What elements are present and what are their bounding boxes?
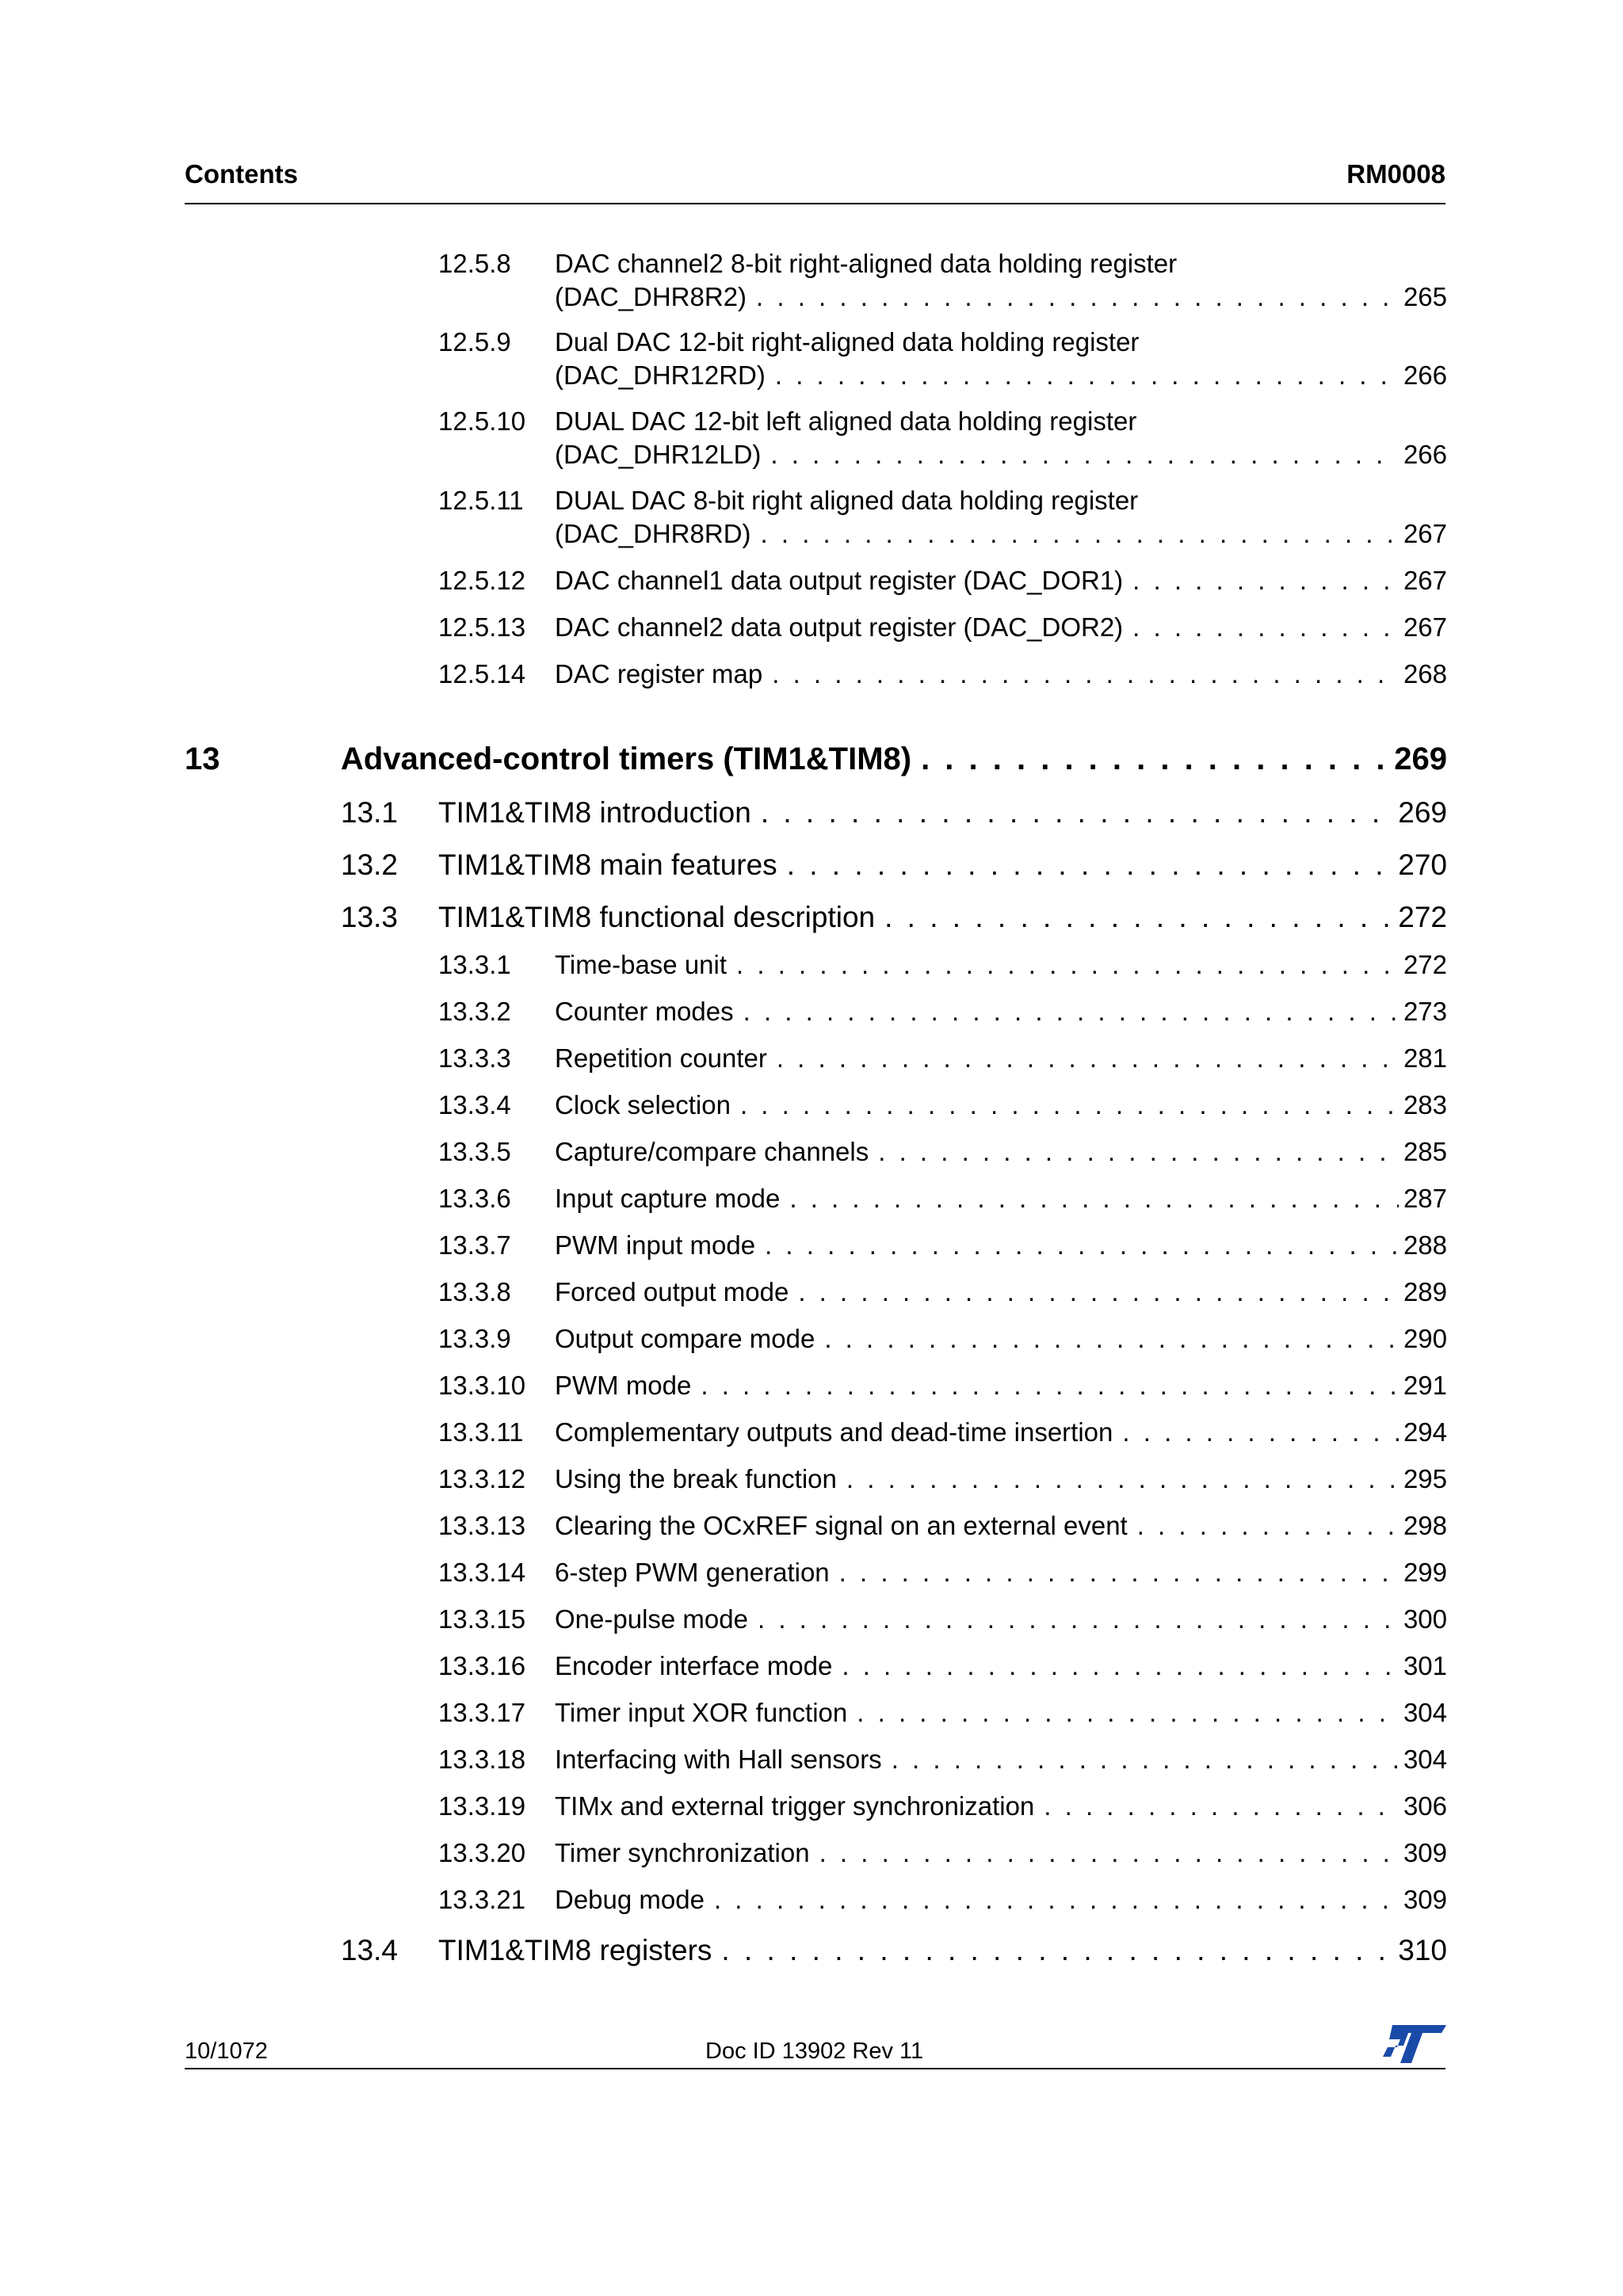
toc-entry-page: 295 — [1403, 1464, 1447, 1493]
toc-entry[interactable] — [555, 281, 1447, 313]
dot-leader — [819, 1837, 1399, 1869]
toc-entry[interactable] — [555, 1276, 1447, 1308]
dot-leader — [777, 1043, 1399, 1074]
footer-rule — [185, 2068, 1445, 2069]
toc-entry[interactable] — [555, 1463, 1447, 1495]
toc-entry-title-line: Dual DAC 12-bit right-aligned data holding register — [555, 327, 1140, 357]
toc-entry[interactable] — [555, 1043, 1447, 1074]
dot-leader — [789, 1183, 1399, 1215]
toc-entry[interactable] — [555, 1230, 1447, 1261]
toc-entry-number: 13.3.18 — [438, 1745, 526, 1774]
toc-entry-number: 13.3.17 — [438, 1698, 526, 1727]
toc-entry-title: TIM1&TIM8 main features — [438, 849, 777, 881]
toc-entry-page: 272 — [1403, 950, 1447, 979]
toc-entry-number: 13.3.1 — [438, 950, 511, 979]
toc-entry-number: 13.3.7 — [438, 1230, 511, 1260]
toc-entry[interactable] — [555, 1557, 1447, 1589]
toc-entry[interactable] — [555, 565, 1447, 597]
toc-entry[interactable] — [438, 899, 1447, 936]
dot-leader — [1044, 1791, 1399, 1822]
toc-entry-title: TIM1&TIM8 registers — [438, 1934, 712, 1966]
toc-entry-number: 12.5.10 — [438, 406, 526, 436]
toc-entry-title: Forced output mode — [555, 1277, 789, 1306]
toc-entry-number: 13.3.13 — [438, 1511, 526, 1540]
toc-entry-title: Output compare mode — [555, 1324, 815, 1353]
toc-entry-number: 13.3.16 — [438, 1651, 526, 1680]
toc-entry-title: Repetition counter — [555, 1043, 767, 1073]
toc-entry-page: 273 — [1403, 997, 1447, 1026]
toc-entry-title: TIM1&TIM8 introduction — [438, 796, 751, 829]
toc-entry[interactable] — [555, 1837, 1447, 1869]
toc-entry[interactable] — [555, 1089, 1447, 1121]
toc-entry-page: 298 — [1403, 1511, 1447, 1540]
toc-entry-title: Timer synchronization — [555, 1838, 810, 1867]
toc-entry[interactable] — [438, 1932, 1447, 1969]
toc-entry[interactable] — [555, 1323, 1447, 1355]
toc-entry-number: 12.5.8 — [438, 249, 511, 278]
dot-leader — [1122, 1417, 1399, 1448]
toc-entry-title: (DAC_DHR8RD) — [555, 519, 751, 548]
toc-entry-title: Encoder interface mode — [555, 1651, 833, 1680]
dot-leader — [842, 1650, 1399, 1682]
toc-entry-number: 13.1 — [341, 796, 399, 829]
dot-leader — [772, 658, 1399, 690]
footer-doc-id: Doc ID 13902 Rev 11 — [705, 2039, 924, 2064]
dot-leader — [775, 360, 1399, 391]
toc-entry-number: 13.3.11 — [438, 1417, 524, 1447]
dot-leader — [798, 1276, 1399, 1308]
toc-entry-title: TIMx and external trigger synchronization — [555, 1791, 1035, 1821]
toc-entry-title: Timer input XOR function — [555, 1698, 848, 1727]
toc-entry-page: 285 — [1403, 1137, 1447, 1166]
toc-entry-title-line: DUAL DAC 8-bit right aligned data holding register — [555, 486, 1139, 515]
toc-entry-title: (DAC_DHR8R2) — [555, 282, 747, 311]
toc-entry-title: Using the break function — [555, 1464, 837, 1493]
footer-page-number: 10/1072 — [185, 2039, 268, 2064]
toc-entry-page: 294 — [1403, 1417, 1447, 1447]
dot-leader — [770, 439, 1399, 471]
toc-entry[interactable] — [555, 1183, 1447, 1215]
toc-entry-page: 289 — [1403, 1277, 1447, 1306]
toc-entry-title: Capture/compare channels — [555, 1137, 869, 1166]
header-section-title: Contents — [185, 159, 298, 189]
toc-entry-title: Debug mode — [555, 1885, 705, 1914]
toc-entry-title: DAC channel1 data output register (DAC_DOR1) — [555, 566, 1124, 595]
toc-entry[interactable] — [555, 996, 1447, 1028]
toc-entry-title: Clock selection — [555, 1090, 731, 1119]
toc-entry-title: PWM mode — [555, 1371, 692, 1400]
toc-entry[interactable] — [555, 1604, 1447, 1635]
toc-entry[interactable] — [555, 1650, 1447, 1682]
toc-entry-title: DAC register map — [555, 659, 763, 688]
toc-entry-number: 13.3.14 — [438, 1558, 526, 1587]
toc-entry-title-line: DAC channel2 8-bit right-aligned data holding register — [555, 249, 1178, 278]
toc-entry-number: 13.3.4 — [438, 1090, 511, 1119]
toc-entry-number: 13.3.3 — [438, 1043, 511, 1073]
toc-entry[interactable] — [555, 949, 1447, 981]
toc-entry-number: 13.3.2 — [438, 997, 511, 1026]
dot-leader — [1137, 1510, 1399, 1542]
toc-entry[interactable] — [555, 658, 1447, 690]
toc-entry[interactable] — [555, 1370, 1447, 1402]
toc-entry-page: 299 — [1403, 1558, 1447, 1587]
dot-leader — [1132, 612, 1399, 643]
toc-entry[interactable] — [555, 439, 1447, 471]
dot-leader — [787, 847, 1394, 883]
toc-entry-page: 306 — [1403, 1791, 1447, 1821]
dot-leader — [756, 281, 1399, 313]
dot-leader — [761, 518, 1399, 550]
toc-entry-page: 291 — [1403, 1371, 1447, 1400]
toc-entry-page: 287 — [1403, 1184, 1447, 1213]
toc-entry-number: 13.3.5 — [438, 1137, 511, 1166]
toc-entry-number: 13.3.15 — [438, 1604, 526, 1634]
toc-entry[interactable] — [555, 1744, 1447, 1775]
toc-entry-page: 304 — [1403, 1698, 1447, 1727]
toc-entry-page: 266 — [1403, 440, 1447, 469]
toc-entry-number: 13.2 — [341, 849, 399, 881]
toc-entry-title: Clearing the OCxREF signal on an external event — [555, 1511, 1128, 1540]
dot-leader — [761, 795, 1393, 831]
toc-entry-number: 12.5.12 — [438, 566, 526, 595]
toc-entry[interactable] — [555, 518, 1447, 550]
toc-entry[interactable] — [438, 795, 1447, 831]
toc-entry-page: 288 — [1403, 1230, 1447, 1260]
toc-entry[interactable] — [341, 739, 1447, 779]
toc-entry[interactable] — [555, 1884, 1447, 1916]
toc-entry-page: 309 — [1403, 1838, 1447, 1867]
toc-entry-page: 281 — [1403, 1043, 1447, 1073]
toc-entry-title: PWM input mode — [555, 1230, 756, 1260]
toc-entry-title: Time-base unit — [555, 950, 727, 979]
toc-entry[interactable] — [555, 1510, 1447, 1542]
toc-entry-number: 13.3.19 — [438, 1791, 526, 1821]
toc-entry-number: 13.3.20 — [438, 1838, 526, 1867]
dot-leader — [736, 949, 1399, 981]
toc-entry-title-line: DUAL DAC 12-bit left aligned data holding register — [555, 406, 1137, 436]
dot-leader — [884, 899, 1393, 936]
dot-leader — [892, 1744, 1399, 1775]
toc-entry-number: 13.3.21 — [438, 1885, 526, 1914]
dot-leader — [824, 1323, 1399, 1355]
toc-entry-page: 270 — [1398, 849, 1447, 881]
toc-entry-title: Interfacing with Hall sensors — [555, 1745, 882, 1774]
toc-entry-title: (DAC_DHR12LD) — [555, 440, 762, 469]
dot-leader — [921, 739, 1389, 779]
toc-entry-number: 13.3.8 — [438, 1277, 511, 1306]
toc-entry-title: (DAC_DHR12RD) — [555, 360, 766, 390]
dot-leader — [758, 1604, 1399, 1635]
toc-entry[interactable] — [555, 1697, 1447, 1729]
dot-leader — [857, 1697, 1399, 1729]
toc-entry-page: 309 — [1403, 1885, 1447, 1914]
toc-entry-number: 13.3 — [341, 901, 399, 933]
toc-entry-page: 267 — [1403, 566, 1447, 595]
toc-entry-page: 304 — [1403, 1745, 1447, 1774]
toc-entry-number: 12.5.11 — [438, 486, 524, 515]
toc-entry-title: Input capture mode — [555, 1184, 781, 1213]
toc-entry[interactable] — [438, 847, 1447, 883]
dot-leader — [740, 1089, 1399, 1121]
toc-entry-page: 269 — [1398, 796, 1447, 829]
toc-entry-page: 290 — [1403, 1324, 1447, 1353]
toc-entry-number: 13.3.9 — [438, 1324, 511, 1353]
toc-entry[interactable] — [555, 1417, 1447, 1448]
toc-entry-title: 6-step PWM generation — [555, 1558, 830, 1587]
toc-entry-page: 272 — [1398, 901, 1447, 933]
toc-entry-title: Advanced-control timers (TIM1&TIM8) — [341, 742, 912, 776]
toc-entry-number: 13 — [185, 742, 220, 776]
toc-entry[interactable] — [555, 360, 1447, 391]
toc-entry-page: 265 — [1403, 282, 1447, 311]
toc-entry-page: 300 — [1403, 1604, 1447, 1634]
dot-leader — [839, 1557, 1399, 1589]
toc-entry-number: 12.5.13 — [438, 612, 526, 642]
toc-entry-page: 269 — [1394, 742, 1447, 776]
toc-entry-title: TIM1&TIM8 functional description — [438, 901, 876, 933]
toc-entry-page: 301 — [1403, 1651, 1447, 1680]
toc-entry-page: 310 — [1398, 1934, 1447, 1966]
header-doc-code: RM0008 — [1346, 159, 1445, 189]
dot-leader — [701, 1370, 1399, 1402]
toc-entry-number: 13.3.12 — [438, 1464, 526, 1493]
toc-entry-page: 268 — [1403, 659, 1447, 688]
toc-entry-title: Complementary outputs and dead-time insertion — [555, 1417, 1113, 1447]
dot-leader — [878, 1136, 1399, 1168]
toc-entry-title: One-pulse mode — [555, 1604, 748, 1634]
toc-entry-page: 267 — [1403, 612, 1447, 642]
dot-leader — [846, 1463, 1399, 1495]
header-rule — [185, 203, 1445, 204]
toc-entry[interactable] — [555, 612, 1447, 643]
toc-entry-page: 283 — [1403, 1090, 1447, 1119]
toc-entry-number: 13.4 — [341, 1934, 399, 1966]
dot-leader — [1132, 565, 1399, 597]
dot-leader — [721, 1932, 1393, 1969]
toc-entry-title: DAC channel2 data output register (DAC_DOR2) — [555, 612, 1124, 642]
toc-entry-title: Counter modes — [555, 997, 734, 1026]
st-logo-icon — [1383, 2025, 1446, 2063]
dot-leader — [743, 996, 1399, 1028]
toc-entry-number: 13.3.6 — [438, 1184, 511, 1213]
toc-entry-number: 12.5.14 — [438, 659, 526, 688]
dot-leader — [714, 1884, 1399, 1916]
toc-entry-number: 12.5.9 — [438, 327, 511, 357]
toc-entry-number: 13.3.10 — [438, 1371, 526, 1400]
toc-entry-page: 267 — [1403, 519, 1447, 548]
toc-entry-page: 266 — [1403, 360, 1447, 390]
toc-entry[interactable] — [555, 1791, 1447, 1822]
toc-entry[interactable] — [555, 1136, 1447, 1168]
dot-leader — [765, 1230, 1399, 1261]
